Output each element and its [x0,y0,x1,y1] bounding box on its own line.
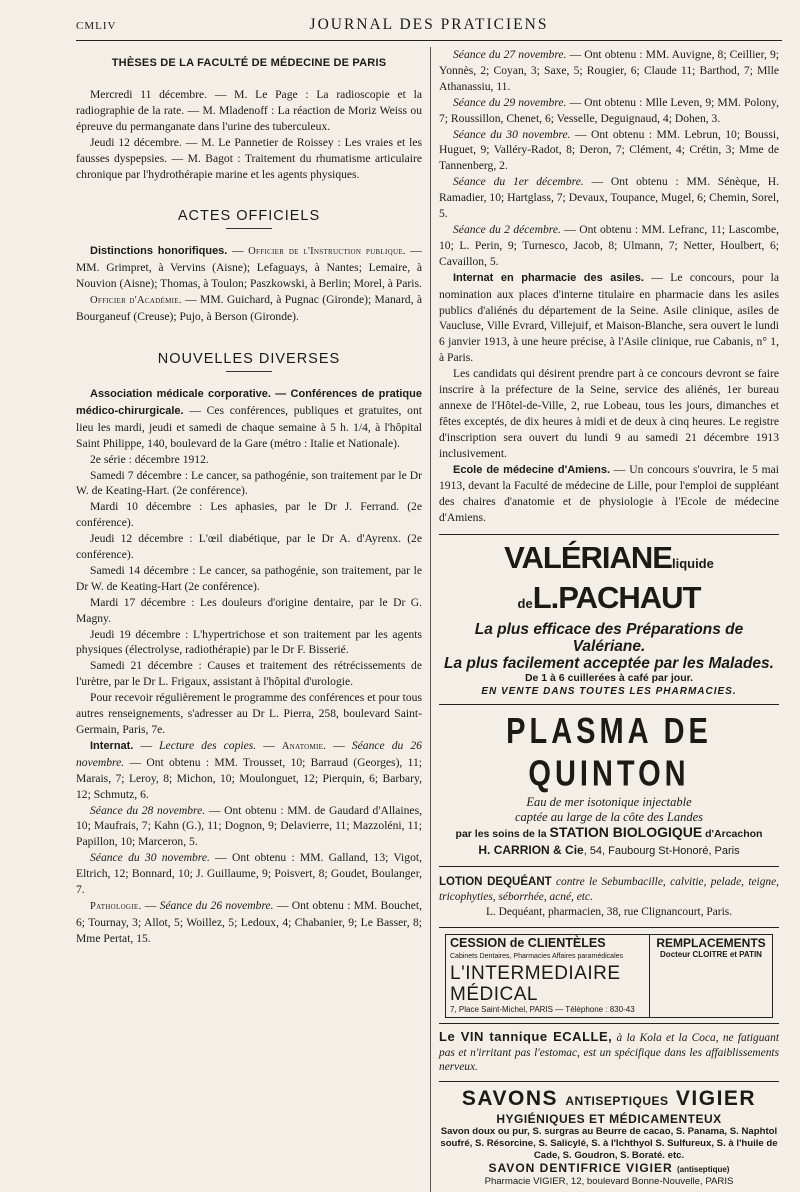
ad-savons-vigier: SAVONS ANTISEPTIQUES VIGIER HYGIÉNIQUES ET MÉDICAMENTEUX Savon doux ou pur, S. surgras au Beurre de cacao, S. Panama, S. Naphtol soufré, S. Résorcine, S. Salicylé, S. à l'Ichthyol S. Sulfureux, S. à l'huile de Cade, S. Goudron, S. Boraté. etc. SAVON DENTIFRICE VIGIER (antiseptique) Pharmacie VIGIER, 12, boulevard Bonne-Nouvelle, PARIS [440,1086,778,1187]
conference-item: Pour recevoir régulièrement le programme des conférences et pour tous autres renseignements, s'adresser au Dr L. Pierra, 258, boulevard Saint-Germain, Paris, 7e. [76,691,422,736]
conference-item: Jeudi 12 décembre : L'œil diabétique, par le Dr A. d'Ayrenx. (2e conférence). [76,532,422,562]
association-paragraph: Association médicale corporative. — Conférences de pratique médico-chirurgicale. — Ces conférences, publiques et gratuites, ont lieu les mardi, jeudi et samedi de chaque semaine à 5 h. 1/4, à l'hôpital Saint Philippe, 140, boulevard de la Gare (métro : Italie et Nationale). [76,387,422,450]
theses-heading: THÈSES DE LA FACULTÉ DE MÉDECINE DE PARIS [111,57,387,69]
internat-paragraph: Internat. — Lecture des copies. — Anatomie. — Séance du 26 novembre. — Ont obtenu : MM. Trousset, 10; Barraud (Georges), 11; Marais, 7; Leroy, 8; Michon, 10; Moulonguet, 12; Pierquin, 6; Barbary, 12; Schmutz, 6. [76,738,422,801]
section-divider [226,371,272,372]
actes-heading: ACTES OFFICIELS [177,208,321,225]
theses-paragraph-1: Mercredi 11 décembre. — M. Le Page : La radioscopie et la radiographie de la rate. — M. Mladenoff : La réaction de Moriz Weiss ou épreuve du permanganate dans l'urine des tuberculeux. [76,88,422,133]
pathologie-paragraph: Pathologie. — Séance du 26 novembre. — Ont obtenu : MM. Bouchet, 6; Tournay, 3; Allot, 5; Woillez, 5; Ledoux, 4; Chabanier, 9; Le Basser, 8; Mme Pertat, 15. [76,898,422,945]
nouvelles-heading: NOUVELLES DIVERSES [157,350,341,367]
advertisements [439,534,779,1192]
ad-intermediaire-medical: CESSION de CLIENTÈLES Cabinets Dentaires, Pharmacies Affaires paramédicales L'INTERMEDIAIRE MÉDICAL 7, Place Saint-Michel, PARIS — Téléphone : 830-43 REMPLACEMENTS Docteur CLOITRE et PATIN [439,928,779,1024]
seance-2-paragraph: Séance du 2 décembre. — Ont obtenu : MM. Lefranc, 11; Lascombe, 10; L. Perin, 9; Turnesco, Jacob, 8; Ulmann, 7; Netter, Houlbert, 6; Cavaillon, 5. [439,222,779,268]
seance-30b-paragraph: Séance du 30 novembre. — Ont obtenu : MM. Lebrun, 10; Boussi, Huguet, 9; Valléry-Radot, 8; Deron, 7; Clément, 4; Crétin, 3; Mme de Tannenberg, 2. [439,127,779,173]
conference-item: Jeudi 19 décembre : L'hypertrichose et son traitement par les agents physiques (électrolyse, radiothérapie) par le Dr F. Bisserié. [76,627,422,657]
page-folio: CMLIV [76,20,117,32]
conference-item: Mardi 17 décembre : Les douleurs d'origine dentaire, par le Dr G. Magny. [76,595,422,625]
ad-vin-ecalle: Le VIN tannique ECALLE, à la Kola et la Coca, ne fatiguant pas et n'irritant pas l'estomac, est un spécifique dans les affaiblissements nerveux. [439,1024,779,1082]
conference-item: Mardi 10 décembre : Les aphasies, par le Dr J. Ferrand. (2e conférence). [76,500,422,530]
conference-item: Samedi 14 décembre : Le cancer, sa pathogénie, son traitement, par le Dr W. de Keating-Hart (2e conférence). [76,563,422,593]
right-column [431,47,779,1192]
actes-paragraph-1: Distinctions honorifiques. — Officier de l'Instruction publique. — MM. Grimpret, à Vervins (Aisne); Lefaguays, à Nantes; Lemaire, à Nouvion (Aisne); Thomas, à Toulon; Paszkowski, à Berlin; Morel, à Paris. [76,244,423,291]
pharmacie-paragraph-2: Les candidats qui désirent prendre part à ce concours devront se faire inscrire à la préfecture de la Seine, service des aliénés, 1er bureau annexe de l'Hôtel-de-Ville, 2, rue Lobeau, tous les jours, dimanches et fêtes exceptés, de dix heures à midi et de deux à cinq heures. Le registre d'inscription sera ouvert du lundi 9 au samedi 21 décembre 1913 inclusivement. [439,367,779,460]
section-divider [226,228,272,229]
conference-item: Samedi 7 décembre : Le cancer, sa pathogénie, son traitement par le Dr W. de Keating-Hart. (2e conférence). [76,468,422,498]
seance-29-paragraph: Séance du 29 novembre. — Ont obtenu : Mlle Leven, 9; MM. Polony, 7; Roussillon, Chenet, 6; Vesselle, Deguignaud, 4; Dohen, 3. [439,95,779,125]
running-head [76,14,782,41]
amiens-paragraph: Ecole de médecine d'Amiens. — Un concours s'ouvrira, le 5 mai 1913, devant la Faculté de médecine de Lille, pour l'emploi de suppléant des chaires d'anatomie et de physiologie à l'Ecole de médecine d'Amiens. [439,462,779,525]
theses-paragraph-2: Jeudi 12 décembre. — M. Le Pannetier de Roissey : Les vraies et les fausses dyspepsies. — M. Bagot : Traitement du rhumatisme articulaire chronique par l'hydrothérapie marine et les agents physiques. [76,135,422,181]
actes-paragraph-2: Officier d'Académie. — MM. Guichard, à Pugnac (Gironde); Manard, à Bourganeuf (Creuse); Pujo, à Berson (Gironde). [76,293,422,324]
seance-27-paragraph: Séance du 27 novembre. — Ont obtenu : MM. Auvigne, 8; Ceillier, 9; Yonnès, 2; Coyan, 3; Saxe, 5; Rougier, 6; Claude 11; Barthod, 7; Mlle Athanassiu, 11. [439,48,779,93]
ad-quinton: PLASMA DE QUINTON Eau de mer isotonique injectable captée au large de la côte des Landes par les soins de la STATION BIOLOGIQUE d'Arcachon H. CARRION & Cie, 54, Faubourg St-Honoré, Paris [439,705,779,867]
serie-line: 2e série : décembre 1912. [90,452,209,466]
ad-dequeant: LOTION DEQUÉANT contre le Sebumbacille, calvitie, pelade, teigne, tricophyties, séborrhée, acné, etc. L. Dequéant, pharmacien, 38, rue Clignancourt, Paris. [439,867,779,928]
conference-item: Samedi 21 décembre : Causes et traitement des rétrécissements de l'urètre, par le Dr L. Frigaux, assistant à l'hôpital d'urologie. [76,659,422,689]
seance-1-paragraph: Séance du 1er décembre. — Ont obtenu : MM. Sénèque, H. Ramadier, 10; Hartglass, 7; Devaux, Toupance, Mugel, 6; Chemin, Sorel, 5. [439,175,779,221]
left-column [76,47,431,1192]
ad-pachaut: VALÉRIANEliquide deL.PACHAUT La plus efficace des Préparations de Valériane. La plus facilement acceptée par les Malades. De 1 à 6 cuillerées à café par jour. EN VENTE DANS TOUTES LES PHARMACIES. [439,535,779,705]
pharmacie-paragraph: Internat en pharmacie des asiles. — Le concours, pour la nomination aux places d'interne titulaire en pharmacie dans les asiles publics d'aliénés du département de la Seine. Asile clinique, asiles de Vaucluse, Ville Evrard, Villejuif, et Maison-Blanche, sera ouvert le lundi 6 janvier 1913, à une heure précise, à l'Asile clinique, rue Cabanis, n° 1, à Paris. [439,270,779,365]
seance-30-paragraph: Séance du 30 novembre. — Ont obtenu : MM. Galland, 13; Vigot, Eltrich, 12; Bonnard, 10; J. Guillaume, 9; Poisvert, 8; Goudet, Boulanger, 7. [76,851,422,897]
seance-28-paragraph: Séance du 28 novembre. — Ont obtenu : MM. de Gaudard d'Allaines, 10; Maufrais, 7; Kahn (G.), 11; Dognon, 9; Delavierre, 11; Mazzoléni, 11; Papillon, 10; Marceron, 5. [76,803,422,849]
journal-title: JOURNAL DES PRATICIENS [309,16,549,33]
